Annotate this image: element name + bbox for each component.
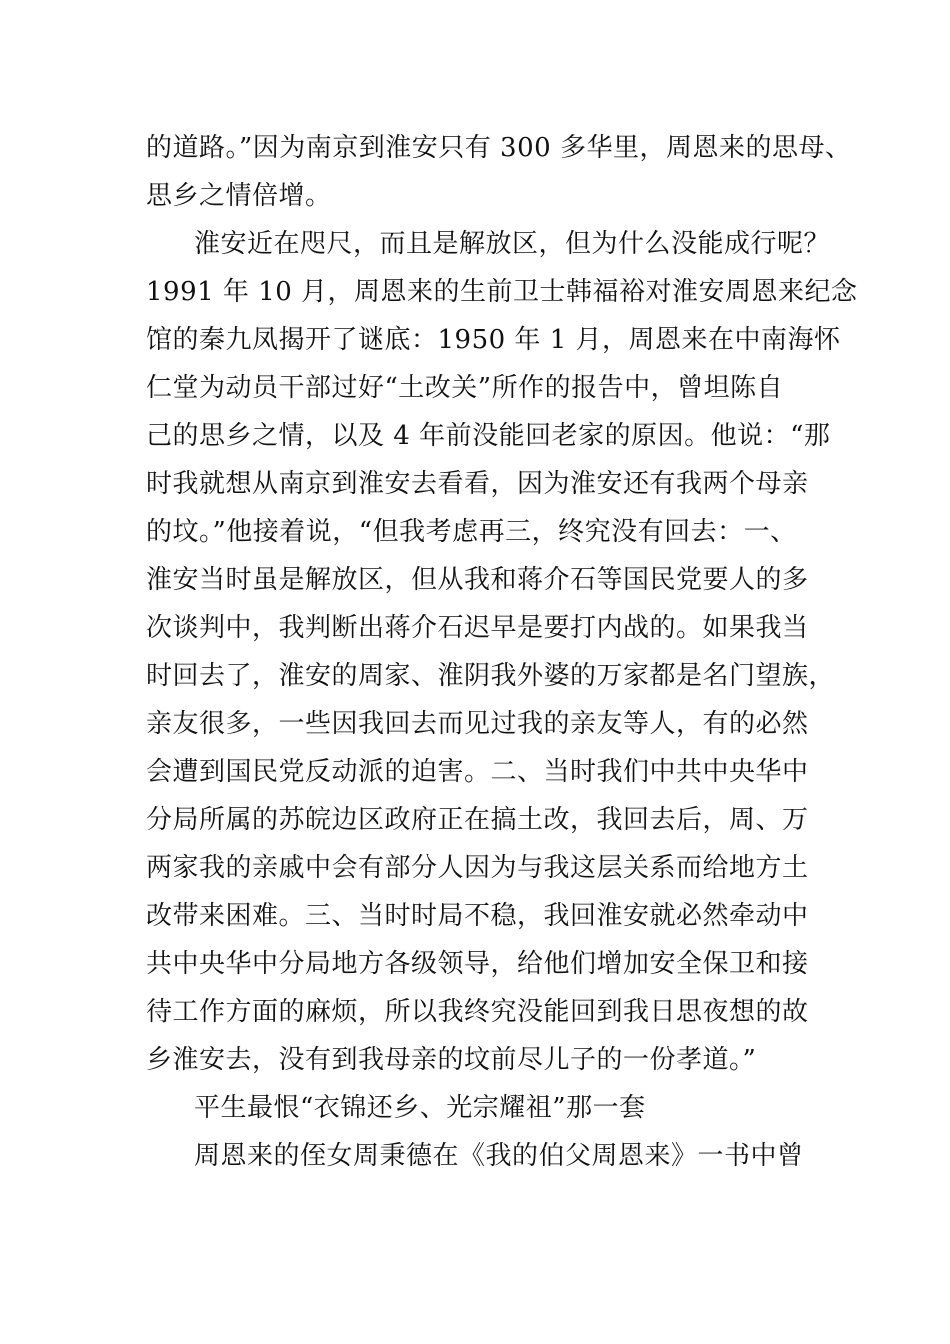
text-line: 的道路。”因为南京到淮安只有 300 多华里，周恩来的思母、 (146, 133, 852, 163)
text-line: 共中央华中分局地方各级领导，给他们增加安全保卫和接 (146, 949, 809, 979)
text-line: 时回去了，淮安的周家、淮阴我外婆的万家都是名门望族， (146, 661, 836, 691)
text-line: 乡淮安去，没有到我母亲的坟前尽儿子的一份孝道。” (146, 1045, 757, 1075)
text-line: 的坟。”他接着说，“但我考虑再三，终究没有回去：一、 (146, 517, 797, 547)
text-line: 时我就想从南京到淮安去看看，因为淮安还有我两个母亲 (146, 469, 809, 499)
text-line: 会遭到国民党反动派的迫害。二、当时我们中共中央华中 (146, 757, 809, 787)
text-line: 仁堂为动员干部过好“土改关”所作的报告中，曾坦陈自 (146, 373, 784, 403)
text-line: 1991 年 10 月，周恩来的生前卫士韩福裕对淮安周恩来纪念 (146, 277, 858, 307)
text-line: 改带来困难。三、当时时局不稳，我回淮安就必然牵动中 (146, 901, 809, 931)
text-line: 次谈判中，我判断出蒋介石迟早是要打内战的。如果我当 (146, 613, 809, 643)
body-text (146, 124, 858, 1180)
paragraph-first-line: 周恩来的侄女周秉德在《我的伯父周恩来》一书中曾 (194, 1141, 804, 1171)
text-line: 分局所属的苏皖边区政府正在搞土改，我回去后，周、万 (146, 805, 809, 835)
text-line: 待工作方面的麻烦，所以我终究没能回到我日思夜想的故 (146, 997, 809, 1027)
text-line: 亲友很多，一些因我回去而见过我的亲友等人，有的必然 (146, 709, 809, 739)
paragraph-first-line: 淮安近在咫尺，而且是解放区，但为什么没能成行呢？ (194, 229, 831, 259)
text-line: 淮安当时虽是解放区，但从我和蒋介石等国民党要人的多 (146, 565, 809, 595)
text-line: 思乡之情倍增。 (146, 181, 332, 211)
text-line: 馆的秦九凤揭开了谜底：1950 年 1 月，周恩来在中南海怀 (146, 325, 841, 355)
text-line: 两家我的亲戚中会有部分人因为与我这层关系而给地方土 (146, 853, 809, 883)
section-heading: 平生最恨“衣锦还乡、光宗耀祖”那一套 (194, 1093, 646, 1123)
text-line: 己的思乡之情，以及 4 年前没能回老家的原因。他说：“那 (146, 421, 831, 451)
